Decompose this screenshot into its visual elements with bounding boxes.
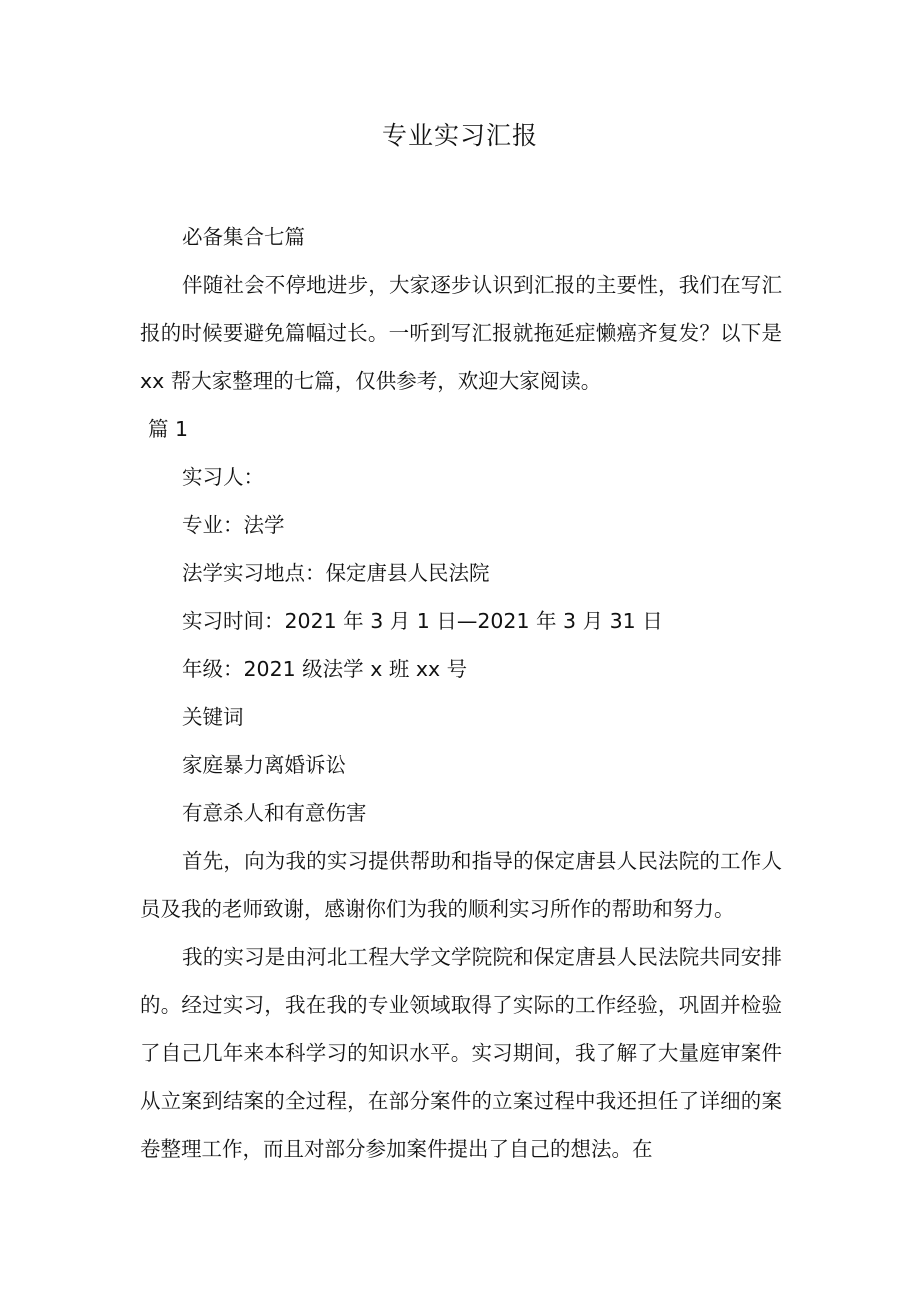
keywords-heading: 关键词 (182, 705, 244, 729)
subtitle-paragraph: 必备集合七篇 (182, 225, 305, 249)
grade-field: 年级：2021 级法学 x 班 xx 号 (182, 657, 468, 681)
body-paragraph: 我的实习是由河北工程大学文学院院和保定唐县人民法院共同安排的。经过实习，我在我的专业领域取得了实际的工作经验，巩固并检验了自己几年来本科学习的知识水平。实习期间，我了解了大量庭审案件从立案到结案的全过程，在部分案件的立案过程中我还担任了详细的案卷整理工作，而且对部分参加案件提出了自己的想法。在 (140, 945, 782, 1161)
keyword-item: 家庭暴力离婚诉讼 (182, 753, 346, 777)
location-field: 法学实习地点：保定唐县人民法院 (182, 561, 490, 585)
keyword-item: 有意杀人和有意伤害 (182, 801, 367, 825)
intern-field: 实习人： (182, 465, 264, 489)
major-field: 专业：法学 (182, 513, 285, 537)
intro-paragraph: 伴随社会不停地进步，大家逐步认识到汇报的主要性，我们在写汇报的时候要避免篇幅过长。一听到写汇报就拖延症懒癌齐复发？以下是 xx 帮大家整理的七篇，仅供参考，欢迎大家阅读。 (140, 273, 782, 393)
time-field: 实习时间：2021 年 3 月 1 日—2021 年 3 月 31 日 (182, 609, 663, 633)
document-body (140, 213, 782, 1173)
section-heading: 篇 1 (148, 417, 189, 441)
body-paragraph: 首先，向为我的实习提供帮助和指导的保定唐县人民法院的工作人员及我的老师致谢，感谢你们为我的顺利实习所作的帮助和努力。 (140, 849, 782, 921)
document-title: 专业实习汇报 (381, 121, 538, 150)
